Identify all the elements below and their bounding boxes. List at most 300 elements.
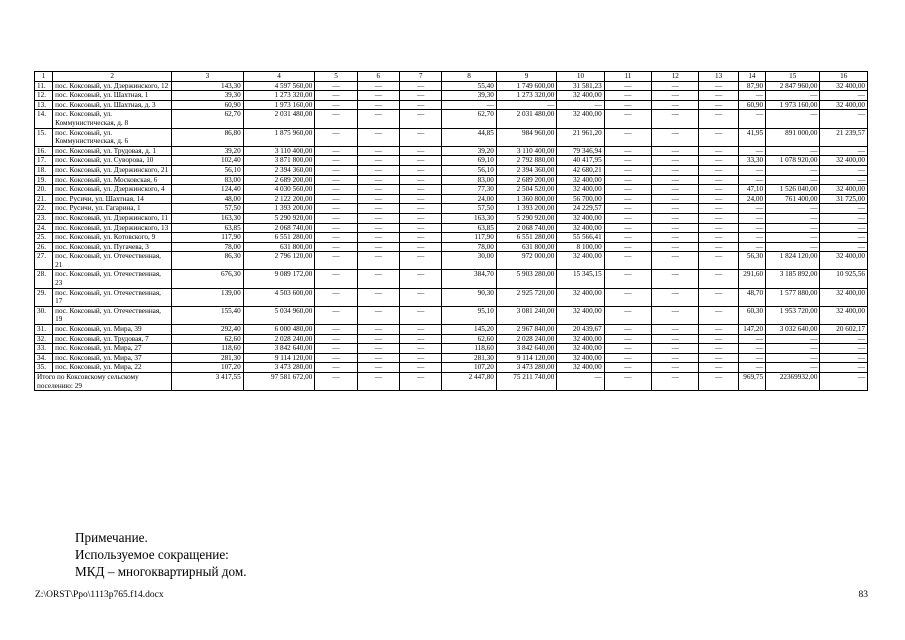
value-cell: — [400,334,442,344]
value-cell: 83,00 [172,175,244,185]
value-cell: 78,00 [442,242,496,252]
value-cell: 2 925 720,00 [496,288,557,306]
address-cell: пос. Коксовый, ул. Дзержинского, 12 [53,81,172,91]
value-cell: — [442,100,496,110]
value-cell: — [357,334,399,344]
value-cell: — [400,110,442,128]
value-cell: — [820,91,868,101]
value-cell: — [652,363,699,373]
value-cell: 761 400,00 [766,194,820,204]
value-cell: — [652,233,699,243]
address-cell: пос. Коксовый, ул. Мира, 39 [53,325,172,335]
table-row [35,306,868,324]
value-cell: — [766,175,820,185]
value-cell: 48,70 [738,288,765,306]
value-cell: — [315,373,357,391]
value-cell: — [315,128,357,146]
value-cell: — [315,363,357,373]
value-cell: 32 400,00 [557,353,604,363]
value-cell: — [357,242,399,252]
value-cell: — [699,373,738,391]
note-abbreviation-heading: Используемое сокращение: [75,547,229,562]
column-number-header: 2 [53,72,172,82]
value-cell: 24,00 [738,194,765,204]
value-cell: — [400,91,442,101]
value-cell: 2 028 240,00 [496,334,557,344]
value-cell: 95,10 [442,306,496,324]
value-cell: 107,20 [442,363,496,373]
address-cell: пос. Коксовый, ул. Мира, 22 [53,363,172,373]
value-cell: — [400,100,442,110]
table-row [35,213,868,223]
value-cell: 63,85 [442,223,496,233]
value-cell: — [315,270,357,288]
row-number-cell: 18. [35,165,53,175]
row-number-cell: 19. [35,175,53,185]
value-cell: 1 273 320,00 [243,91,315,101]
value-cell: — [315,344,357,354]
value-cell: — [357,306,399,324]
value-cell: — [400,156,442,166]
value-cell: 972 000,00 [496,252,557,270]
value-cell: — [357,128,399,146]
value-cell: 291,60 [738,270,765,288]
value-cell: 33,30 [738,156,765,166]
row-number-cell: 33. [35,344,53,354]
value-cell: — [315,325,357,335]
address-cell: пос. Коксовый, ул. Дзержинского, 13 [53,223,172,233]
value-cell: — [652,213,699,223]
table-row [35,185,868,195]
value-cell: 147,20 [738,325,765,335]
value-cell: — [604,81,651,91]
value-cell: — [357,156,399,166]
value-cell: 281,30 [172,353,244,363]
value-cell: 24,00 [442,194,496,204]
column-number-header: 5 [315,72,357,82]
value-cell: 3 871 800,00 [243,156,315,166]
footer-page-number: 83 [858,590,868,600]
value-cell: — [315,175,357,185]
value-cell: 281,30 [442,353,496,363]
value-cell: 15 345,15 [557,270,604,288]
column-number-header: 3 [172,72,244,82]
value-cell: — [699,146,738,156]
value-cell: — [652,165,699,175]
value-cell: 1 078 920,00 [766,156,820,166]
note-title: Примечание. [75,530,148,545]
value-cell: 4 030 560,00 [243,185,315,195]
value-cell: 1 526 040,00 [766,185,820,195]
value-cell: 55,40 [442,81,496,91]
table-row [35,242,868,252]
table-row [35,165,868,175]
address-cell: пос. Коксовый, ул. Коммунистическая, д. 6 [53,128,172,146]
value-cell: — [604,252,651,270]
column-number-header: 10 [557,72,604,82]
value-cell: 62,70 [442,110,496,128]
value-cell: 86,30 [172,252,244,270]
value-cell: — [766,363,820,373]
value-cell: — [699,233,738,243]
value-cell: 32 400,00 [557,363,604,373]
value-cell: 1 973 160,00 [766,100,820,110]
value-cell: 2 031 480,00 [496,110,557,128]
value-cell: 56 700,00 [557,194,604,204]
column-number-header: 12 [652,72,699,82]
value-cell: — [820,242,868,252]
row-number-cell: 27. [35,252,53,270]
value-cell: 8 100,00 [557,242,604,252]
value-cell: 31 581,23 [557,81,604,91]
value-cell: 145,20 [442,325,496,335]
value-cell: 21 239,57 [820,128,868,146]
value-cell: — [766,213,820,223]
value-cell: — [766,165,820,175]
row-number-cell: 25. [35,233,53,243]
address-cell: пос. Русичи, ул. Шахтная, 14 [53,194,172,204]
table-row [35,233,868,243]
row-number-cell: 31. [35,325,53,335]
column-number-header: 9 [496,72,557,82]
value-cell: — [652,156,699,166]
address-cell: пос. Коксовый, ул. Трудовая, д. 1 [53,146,172,156]
value-cell: 2 689 200,00 [496,175,557,185]
value-cell: 6 000 480,00 [243,325,315,335]
value-cell: 2 689 200,00 [243,175,315,185]
value-cell: 90,30 [442,288,496,306]
value-cell: 1 953 720,00 [766,306,820,324]
value-cell: — [820,165,868,175]
value-cell: — [400,270,442,288]
value-cell: 60,30 [738,306,765,324]
value-cell: 40 417,95 [557,156,604,166]
column-number-header: 7 [400,72,442,82]
value-cell: — [652,242,699,252]
value-cell: — [699,288,738,306]
value-cell: — [315,334,357,344]
address-cell: пос. Коксовый, ул. Коммунистическая, д. 8 [53,110,172,128]
value-cell: — [738,146,765,156]
value-cell: 9 089 172,00 [243,270,315,288]
value-cell: — [738,223,765,233]
value-cell: — [652,306,699,324]
value-cell: 984 960,00 [496,128,557,146]
value-cell: — [604,373,651,391]
table-row [35,353,868,363]
value-cell: — [400,363,442,373]
value-cell: 32 400,00 [820,100,868,110]
value-cell: 63,85 [172,223,244,233]
value-cell: 32 400,00 [557,175,604,185]
row-number-cell: 29. [35,288,53,306]
value-cell: 10 925,56 [820,270,868,288]
value-cell: — [604,306,651,324]
value-cell: — [604,344,651,354]
value-cell: — [315,288,357,306]
value-cell: — [604,100,651,110]
table-row [35,128,868,146]
value-cell: — [357,373,399,391]
value-cell: — [652,185,699,195]
value-cell: 56,10 [442,165,496,175]
value-cell: — [766,110,820,128]
address-cell: пос. Коксовый, ул. Отечественная, 17 [53,288,172,306]
value-cell: 42 680,21 [557,165,604,175]
table-row [35,325,868,335]
value-cell: 2 028 240,00 [243,334,315,344]
value-cell: 44,85 [442,128,496,146]
value-cell: 60,90 [172,100,244,110]
value-cell: 1 360 800,00 [496,194,557,204]
value-cell: 1 875 960,00 [243,128,315,146]
value-cell: — [652,353,699,363]
address-cell: пос. Коксовый, ул. Московская, 6 [53,175,172,185]
table-row [35,344,868,354]
value-cell: — [738,242,765,252]
value-cell: — [357,194,399,204]
value-cell: 39,20 [442,146,496,156]
value-cell: — [604,270,651,288]
value-cell: 32 400,00 [557,288,604,306]
value-cell: 6 551 280,00 [496,233,557,243]
table-row [35,81,868,91]
address-cell: пос. Коксовый, ул. Дзержинского, 21 [53,165,172,175]
table-row [35,204,868,214]
value-cell: 3 842 640,00 [243,344,315,354]
value-cell: — [315,185,357,195]
value-cell: — [820,110,868,128]
address-cell: пос. Коксовый, ул. Пугачева, 3 [53,242,172,252]
row-number-cell: 11. [35,81,53,91]
row-number-cell: 22. [35,204,53,214]
value-cell: — [604,223,651,233]
value-cell: 87,90 [738,81,765,91]
value-cell: 24 229,57 [557,204,604,214]
value-cell: — [699,252,738,270]
value-cell: — [699,156,738,166]
value-cell: 1 393 200,00 [496,204,557,214]
value-cell: — [400,194,442,204]
value-cell: — [400,128,442,146]
value-cell: 62,60 [442,334,496,344]
value-cell: — [699,306,738,324]
value-cell: 32 400,00 [820,185,868,195]
value-cell: — [699,213,738,223]
value-cell: 1 973 160,00 [243,100,315,110]
value-cell: 55 566,41 [557,233,604,243]
row-number-cell: 20. [35,185,53,195]
value-cell: — [604,288,651,306]
value-cell: 86,80 [172,128,244,146]
value-cell: — [699,334,738,344]
value-cell: — [699,100,738,110]
value-cell: — [820,344,868,354]
value-cell: 3 417,55 [172,373,244,391]
value-cell: 2 122 200,00 [243,194,315,204]
value-cell: — [315,165,357,175]
value-cell: — [400,344,442,354]
value-cell: — [604,110,651,128]
row-number-cell: 35. [35,363,53,373]
value-cell: 163,30 [172,213,244,223]
value-cell: — [357,363,399,373]
value-cell: — [738,213,765,223]
value-cell: — [699,91,738,101]
value-cell: 97 581 672,00 [243,373,315,391]
value-cell: 143,30 [172,81,244,91]
value-cell: — [400,306,442,324]
value-cell: — [652,334,699,344]
value-cell: 3 473 280,00 [496,363,557,373]
value-cell: — [699,81,738,91]
value-cell: — [357,100,399,110]
value-cell: — [357,204,399,214]
value-cell: 22369932,00 [766,373,820,391]
value-cell: — [604,242,651,252]
value-cell: — [820,363,868,373]
value-cell: — [315,223,357,233]
address-cell: пос. Коксовый, ул. Дзержинского, 4 [53,185,172,195]
value-cell: — [652,344,699,354]
value-cell: 6 551 280,00 [243,233,315,243]
value-cell: — [357,213,399,223]
value-cell: 32 400,00 [557,306,604,324]
value-cell: — [699,270,738,288]
value-cell: — [557,100,604,110]
value-cell: 32 400,00 [820,306,868,324]
value-cell: 3 110 400,00 [496,146,557,156]
column-number-header: 8 [442,72,496,82]
value-cell: — [400,204,442,214]
value-cell: 9 114 120,00 [496,353,557,363]
value-cell: — [315,156,357,166]
value-cell: — [699,242,738,252]
value-cell: 4 503 600,00 [243,288,315,306]
value-cell: — [604,363,651,373]
value-cell: 78,00 [172,242,244,252]
value-cell: 3 185 892,00 [766,270,820,288]
value-cell: 77,30 [442,185,496,195]
value-cell: — [604,146,651,156]
value-cell: — [699,185,738,195]
value-cell: 2 447,80 [442,373,496,391]
value-cell: 117,90 [172,233,244,243]
value-cell: 2 068 740,00 [243,223,315,233]
row-number-cell: 24. [35,223,53,233]
value-cell: — [699,110,738,128]
address-cell: пос. Коксовый, ул. Отечественная, 19 [53,306,172,324]
value-cell: 292,40 [172,325,244,335]
value-cell: 56,10 [172,165,244,175]
value-cell: — [357,344,399,354]
address-cell: пос. Коксовый, ул. Мира, 37 [53,353,172,363]
value-cell: — [357,288,399,306]
row-number-cell: 28. [35,270,53,288]
value-cell: — [315,110,357,128]
value-cell: 2 967 840,00 [496,325,557,335]
value-cell: 4 597 560,00 [243,81,315,91]
address-cell: пос. Коксовый, ул. Шахтная, 1 [53,91,172,101]
value-cell: 2 031 480,00 [243,110,315,128]
value-cell: — [357,223,399,233]
row-number-cell: 12. [35,91,53,101]
value-cell: — [738,204,765,214]
value-cell: — [699,175,738,185]
value-cell: — [820,373,868,391]
value-cell: — [400,252,442,270]
value-cell: 102,40 [172,156,244,166]
value-cell: — [315,146,357,156]
value-cell: — [357,233,399,243]
value-cell: — [604,165,651,175]
value-cell: — [357,165,399,175]
value-cell: 163,30 [442,213,496,223]
value-cell: 1 824 120,00 [766,252,820,270]
value-cell: — [400,233,442,243]
table-row [35,270,868,288]
value-cell: 384,70 [442,270,496,288]
column-number-header: 4 [243,72,315,82]
value-cell: 2 504 520,00 [496,185,557,195]
value-cell: — [357,252,399,270]
value-cell: 676,30 [172,270,244,288]
value-cell: 32 400,00 [557,344,604,354]
value-cell: — [820,204,868,214]
value-cell: 118,60 [442,344,496,354]
value-cell: 75 211 740,00 [496,373,557,391]
address-cell: пос. Коксовый, ул. Котовского, 9 [53,233,172,243]
value-cell: — [699,325,738,335]
address-cell: пос. Коксовый, ул. Отечественная, 23 [53,270,172,288]
value-cell: — [357,110,399,128]
value-cell: 3 110 400,00 [243,146,315,156]
value-cell: 1 393 200,00 [243,204,315,214]
value-cell: — [315,242,357,252]
value-cell: — [652,91,699,101]
value-cell: 32 400,00 [557,223,604,233]
column-number-header: 6 [357,72,399,82]
value-cell: — [820,175,868,185]
table-row [35,363,868,373]
address-cell: пос. Русичи, ул. Гагарина, 1 [53,204,172,214]
value-cell: 32 400,00 [557,334,604,344]
value-cell: 969,75 [738,373,765,391]
value-cell: — [652,175,699,185]
value-cell: — [604,204,651,214]
value-cell: — [699,353,738,363]
value-cell: 39,30 [172,91,244,101]
footer-file-path: Z:\ORST\Ppo\1113p765.f14.docx [35,590,164,600]
value-cell: — [604,213,651,223]
value-cell: — [315,213,357,223]
value-cell: — [766,334,820,344]
row-number-cell: 26. [35,242,53,252]
column-numbers-row [35,72,868,82]
value-cell: 32 400,00 [557,185,604,195]
value-cell: 39,20 [172,146,244,156]
value-cell: — [652,110,699,128]
value-cell: — [315,81,357,91]
value-cell: — [400,146,442,156]
total-row [35,373,868,391]
value-cell: — [738,110,765,128]
value-cell: — [820,213,868,223]
value-cell: — [315,100,357,110]
value-cell: — [357,325,399,335]
value-cell: — [357,175,399,185]
value-cell: 5 903 280,00 [496,270,557,288]
